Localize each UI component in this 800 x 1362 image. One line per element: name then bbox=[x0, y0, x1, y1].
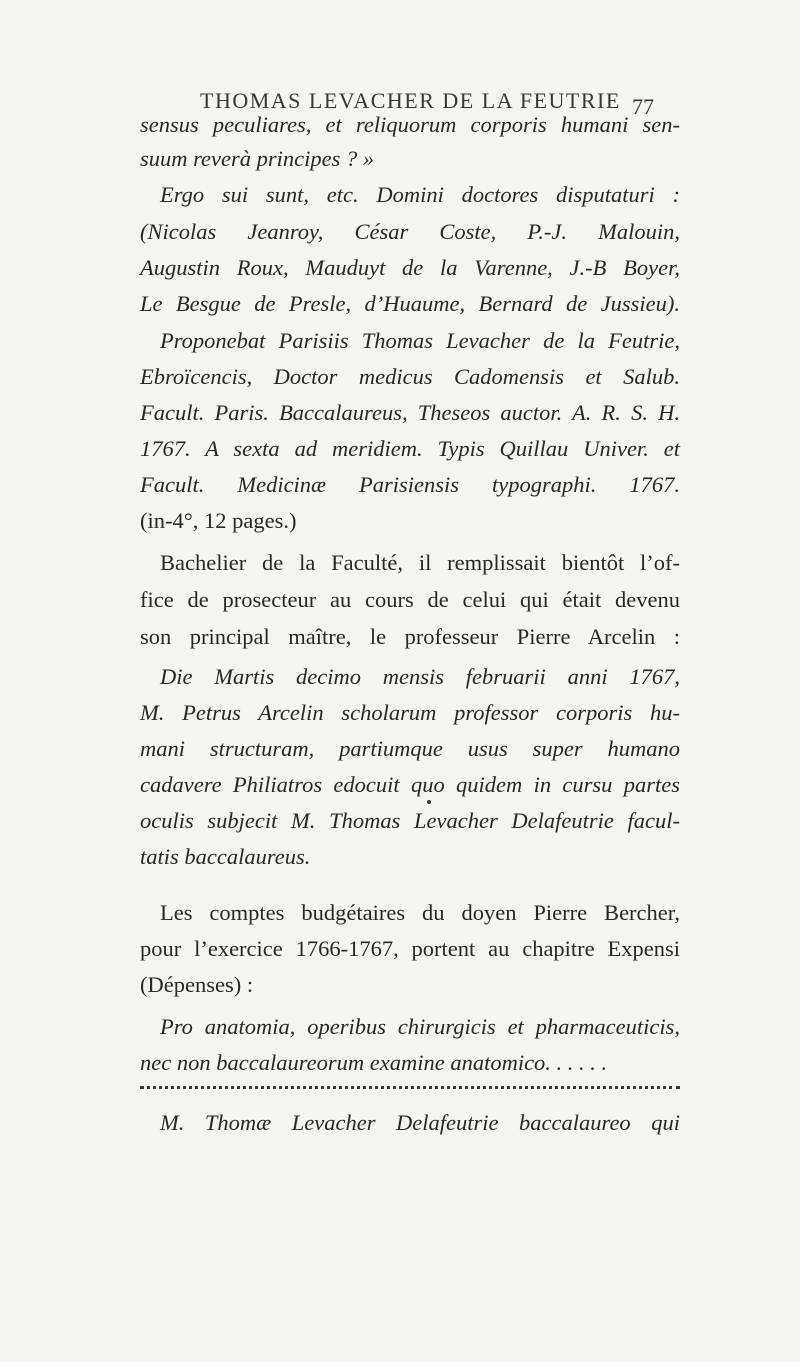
text-line: Die Martis decimo mensis februarii anni 1767, bbox=[160, 664, 680, 689]
text-line: son principal maître, le professeur Pierre Arcelin : bbox=[140, 624, 680, 649]
text-line: Ebroïcencis, Doctor medicus Cadomensis et Salub. bbox=[140, 364, 680, 389]
stray-dot bbox=[427, 800, 431, 804]
text-line: Le Besgue de Presle, d’Huaume, Bernard de Jussieu). bbox=[140, 291, 680, 316]
text-line: suum reverà principes ? » bbox=[140, 146, 375, 171]
text-line: Les comptes budgétaires du doyen Pierre Bercher, bbox=[160, 900, 680, 925]
text-line: Facult. Paris. Baccalaureus, Theseos auctor. A. R. S. H. bbox=[140, 400, 680, 425]
text-line: (in-4°, 12 pages.) bbox=[140, 508, 297, 533]
running-head: THOMAS LEVACHER DE LA FEUTRIE bbox=[200, 88, 621, 113]
text-line: oculis subjecit M. Thomas Levacher Delafeutrie facul- bbox=[140, 808, 680, 833]
text-line: Proponebat Parisiis Thomas Levacher de la Feutrie, bbox=[160, 328, 680, 353]
text-line: sensus peculiares, et reliquorum corporis humani sen- bbox=[140, 112, 680, 137]
text-line: Bachelier de la Faculté, il remplissait bientôt l’of- bbox=[160, 550, 680, 575]
text-line: nec non baccalaureorum examine anatomico. . . . . . bbox=[140, 1050, 608, 1075]
text-line: (Dépenses) : bbox=[140, 972, 254, 997]
text-line: M. Petrus Arcelin scholarum professor corporis hu- bbox=[140, 700, 680, 725]
text-line: M. Thomæ Levacher Delafeutrie baccalaureo qui bbox=[160, 1110, 680, 1135]
text-line: Augustin Roux, Mauduyt de la Varenne, J.-B Boyer, bbox=[140, 255, 680, 280]
page-number: 77 bbox=[632, 94, 654, 119]
text-line: Facult. Medicinæ Parisiensis typographi. 1767. bbox=[140, 472, 680, 497]
text-line: mani structuram, partiumque usus super humano bbox=[140, 736, 680, 761]
text-line: (Nicolas Jeanroy, César Coste, P.-J. Malouin, bbox=[140, 219, 680, 244]
text-line: pour l’exercice 1766-1767, portent au chapitre Expensi bbox=[140, 936, 680, 961]
text-line: tatis baccalaureus. bbox=[140, 844, 311, 869]
text-line: Ergo sui sunt, etc. Domini doctores disputaturi : bbox=[160, 182, 680, 207]
text-line: 1767. A sexta ad meridiem. Typis Quillau Univer. et bbox=[140, 436, 680, 461]
dotted-leader-line bbox=[140, 1086, 680, 1097]
text-line: fice de prosecteur au cours de celui qui était devenu bbox=[140, 587, 680, 612]
text-line: Pro anatomia, operibus chirurgicis et pharmaceuticis, bbox=[160, 1014, 680, 1039]
text-line: cadavere Philiatros edocuit quo quidem in cursu partes bbox=[140, 772, 680, 797]
